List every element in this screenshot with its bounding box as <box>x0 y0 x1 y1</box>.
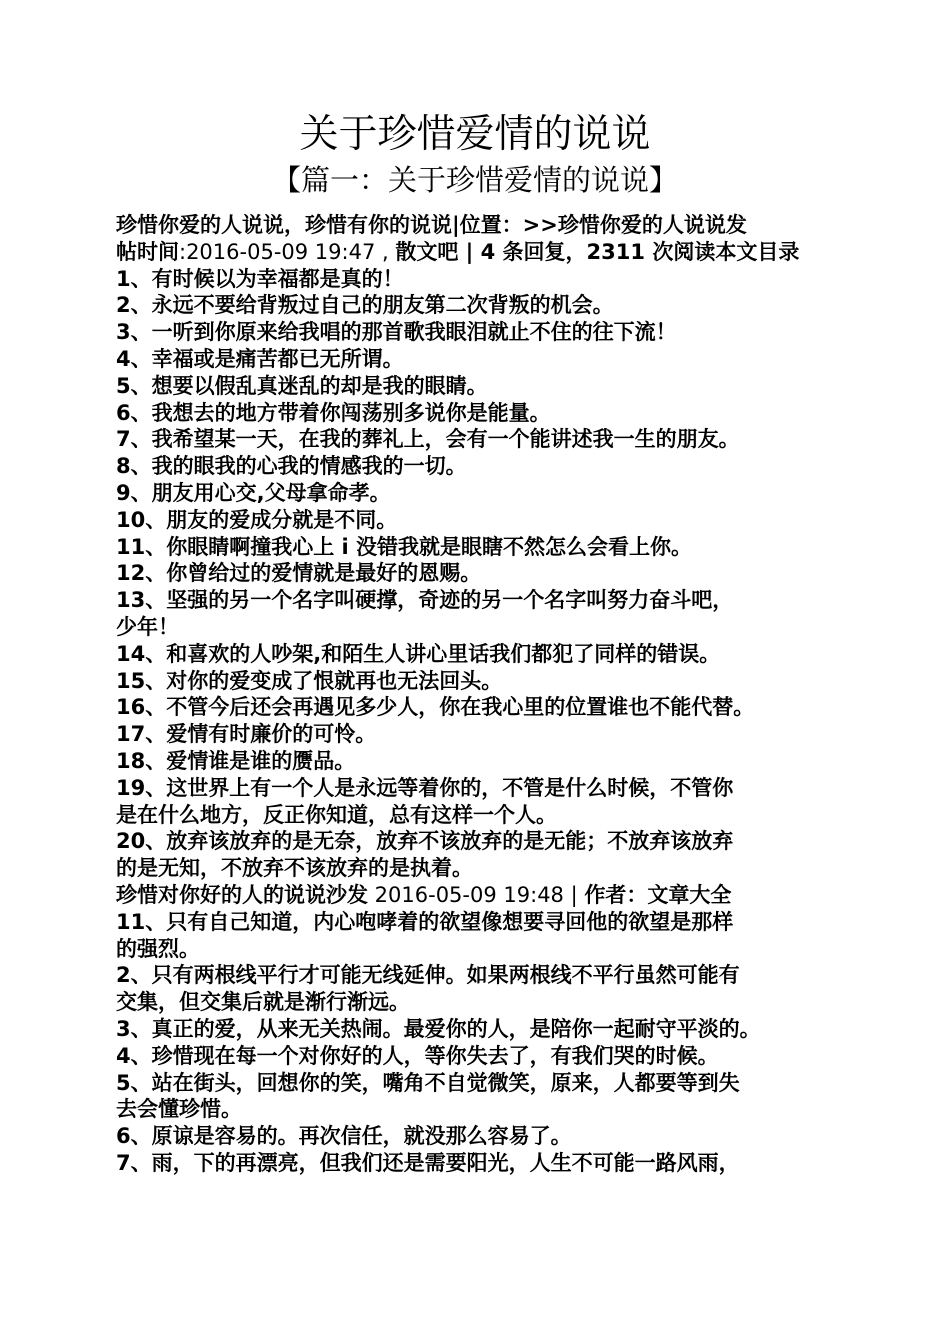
text-line: 3、真正的爱，从来无关热闹。最爱你的人，是陪你一起耐守平淡的。 <box>116 1016 761 1041</box>
text-line: 5、想要以假乱真迷乱的却是我的眼睛。 <box>116 373 488 398</box>
section-heading: 【篇一：关于珍惜爱情的说说】 <box>271 163 678 197</box>
text-line: 14、和喜欢的人吵架,和陌生人讲心里话我们都犯了同样的错误。 <box>116 641 721 666</box>
text-line: 5、站在街头，回想你的笑，嘴角不自觉微笑，原来，人都要等到失 <box>116 1070 740 1095</box>
text-line: 8、我的眼我的心我的情感我的一切。 <box>116 454 467 479</box>
text-line: 12、你曾给过的爱情就是最好的恩赐。 <box>116 561 482 586</box>
meta-rest: 散文吧 | 4 条回复，2311 次阅读本文目录 <box>395 239 800 264</box>
section2-author: 作者：文章大全 <box>584 882 732 907</box>
text-line: 4、珍惜现在每一个对你好的人，等你失去了，有我们哭的时候。 <box>116 1043 719 1068</box>
text-line: 17、爱情有时廉价的可怜。 <box>116 722 377 747</box>
text-line: 是在什么地方，反正你知道，总有这样一个人。 <box>116 802 557 827</box>
text-line: 18、爱情谁是谁的赝品。 <box>116 748 356 773</box>
text-line: 20、放弃该放弃的是无奈，放弃不该放弃的是无能；不放弃该放弃 <box>116 829 734 854</box>
text-line: 7、我希望某一天，在我的葬礼上，会有一个能讲述我一生的朋友。 <box>116 427 740 452</box>
meta-line <box>116 239 838 266</box>
section2-prefix: 珍惜对你好的人的说说沙发 <box>116 882 368 907</box>
text-line: 16、不管今后还会再遇见多少人，你在我心里的位置谁也不能代替。 <box>116 695 755 720</box>
document-body <box>116 212 838 1177</box>
meta-prefix: 帖时间 <box>116 239 179 264</box>
text-line: 2、永远不要给背叛过自己的朋友第二次背叛的机会。 <box>116 293 614 318</box>
text-line: 少年！ <box>116 614 179 639</box>
text-line: 11、只有自己知道，内心咆哮着的欲望像想要寻回他的欲望是那样 <box>116 909 734 934</box>
text-line: 15、对你的爱变成了恨就再也无法回头。 <box>116 668 503 693</box>
header-line: 珍惜你爱的人说说，珍惜有你的说说|位置：>>珍惜你爱的人说说发 <box>116 213 747 237</box>
section2-meta-line <box>116 882 838 909</box>
text-line: 6、我想去的地方带着你闯荡别多说你是能量。 <box>116 400 551 425</box>
text-line: 2、只有两根线平行才可能无线延伸。如果两根线不平行虽然可能有 <box>116 963 740 988</box>
text-line: 交集，但交集后就是渐行渐远。 <box>116 990 410 1015</box>
text-line: 10、朋友的爱成分就是不同。 <box>116 507 398 532</box>
section2-date: 2016-05-09 19:48 | <box>368 882 585 907</box>
text-line: 4、幸福或是痛苦都已无所谓。 <box>116 346 404 371</box>
text-line: 7、雨，下的再漂亮，但我们还是需要阳光，人生不可能一路风雨， <box>116 1150 740 1175</box>
text-line: 的是无知，不放弃不该放弃的是执着。 <box>116 856 473 881</box>
meta-date: :2016-05-09 19:47 , <box>179 239 396 264</box>
text-line: 3、一听到你原来给我唱的那首歌我眼泪就止不住的往下流！ <box>116 320 677 345</box>
text-line: 9、朋友用心交,父母拿命孝。 <box>116 480 391 505</box>
text-line: 去会懂珍惜。 <box>116 1097 242 1122</box>
text-line: 11、你眼睛啊撞我心上 i 没错我就是眼瞎不然怎么会看上你。 <box>116 534 693 559</box>
text-line: 13、坚强的另一个名字叫硬撑，奇迹的另一个名字叫努力奋斗吧， <box>116 588 734 613</box>
text-line: 19、这世界上有一个人是永远等着你的，不管是什么时候，不管你 <box>116 775 734 800</box>
text-line: 1、有时候以为幸福都是真的！ <box>116 266 404 291</box>
document-title: 关于珍惜爱情的说说 <box>299 112 651 157</box>
text-line: 6、原谅是容易的。再次信任，就没那么容易了。 <box>116 1124 572 1149</box>
text-line: 的强烈。 <box>116 936 200 961</box>
